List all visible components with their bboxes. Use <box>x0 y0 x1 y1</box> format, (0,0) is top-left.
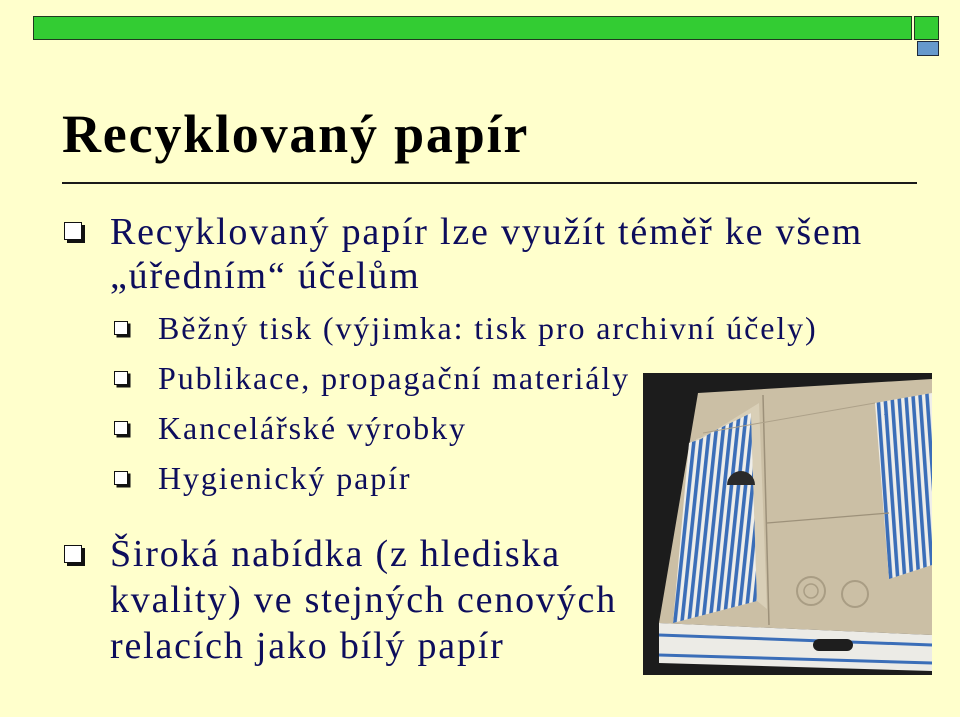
square-bullet-icon <box>114 371 128 385</box>
bullet-text-line: Recyklovaný papír lze využít téměř ke všem <box>110 211 864 253</box>
bullet-recycled-paper-uses <box>110 210 863 298</box>
bullet-wide-offer <box>110 531 617 669</box>
top-accent-bar <box>33 16 912 40</box>
sub-bullet-text: Hygienický papír <box>158 460 412 496</box>
square-bullet-icon <box>114 471 128 485</box>
corner-blue-square <box>917 41 939 56</box>
bullet-text-line: Široká nabídka (z hlediska <box>110 533 561 575</box>
bullet-text-line: relacích jako bílý papír <box>110 625 505 667</box>
sub-bullet-text: Kancelářské výrobky <box>158 410 467 446</box>
bullet-text-line: „úředním“ účelům <box>110 255 421 297</box>
handle-hole <box>813 639 853 651</box>
recycled-box-photo <box>643 373 932 675</box>
sub-bullet-common-printing <box>158 303 818 353</box>
slide-title: Recyklovaný papír <box>62 104 530 164</box>
corner-green-square <box>914 16 939 40</box>
bullet-text-line: kvality) ve stejných cenových <box>110 579 617 621</box>
square-bullet-icon <box>64 222 82 240</box>
square-bullet-icon <box>114 321 128 335</box>
sub-bullet-text: Publikace, propagační materiály <box>158 360 631 396</box>
title-underline <box>62 182 917 184</box>
square-bullet-icon <box>64 545 82 563</box>
square-bullet-icon <box>114 421 128 435</box>
sub-bullet-text: Běžný tisk (výjimka: tisk pro archivní účely) <box>158 310 818 346</box>
